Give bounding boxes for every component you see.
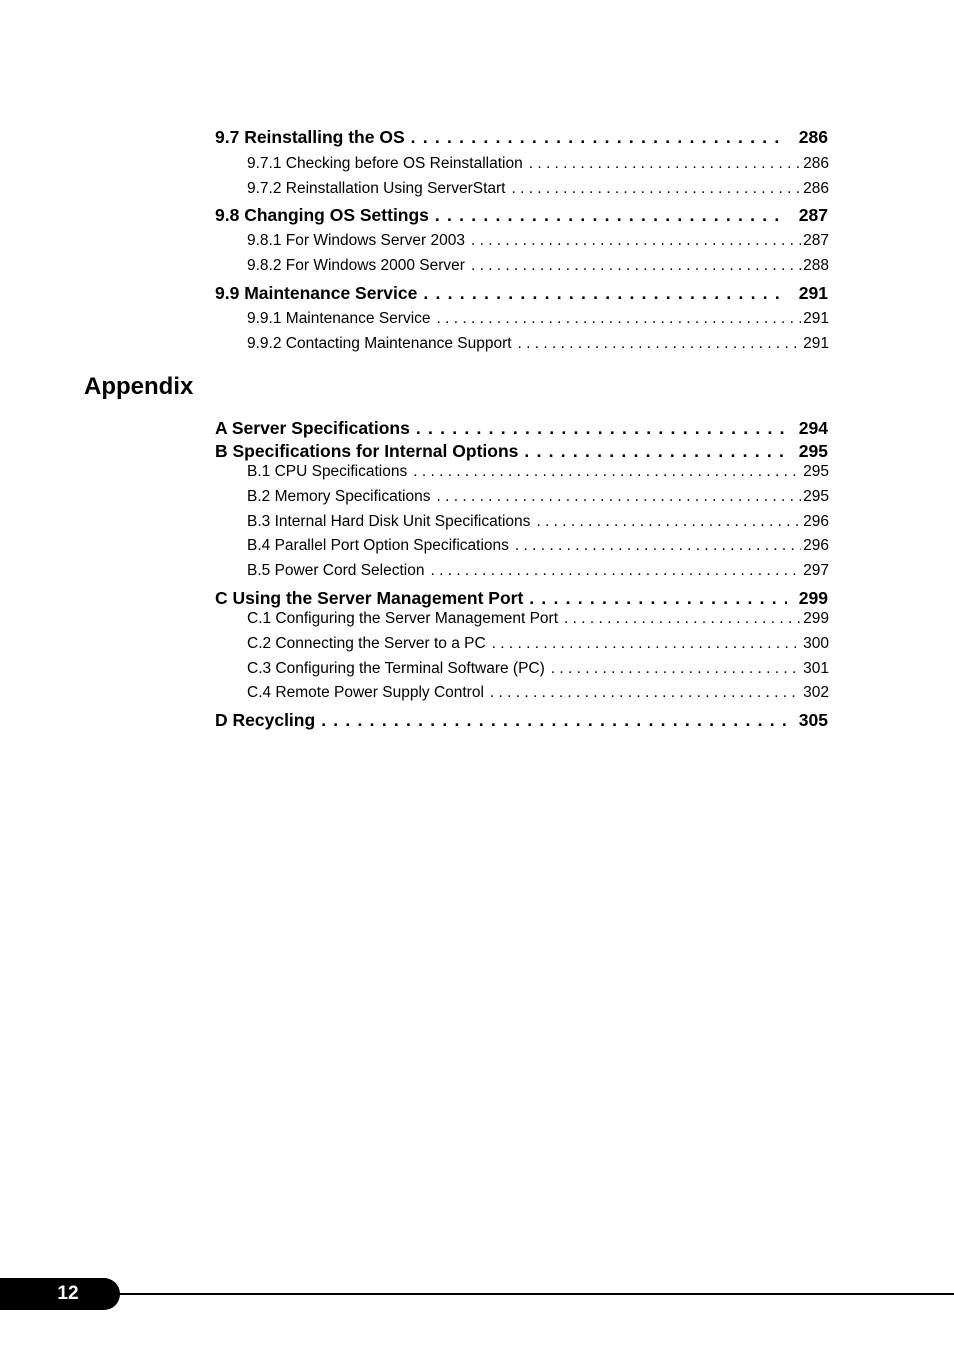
- toc-entry-page: 287: [798, 205, 828, 225]
- dot-leader: [435, 204, 787, 226]
- dot-leader: [413, 462, 801, 482]
- toc-entry-c-1[interactable]: [247, 609, 829, 629]
- toc-entry-c-3[interactable]: [247, 659, 829, 679]
- page-number-tab: [0, 1278, 120, 1310]
- toc-entry-label: B.4 Parallel Port Option Specifications: [247, 537, 509, 554]
- toc-entry-9-7-2[interactable]: [247, 179, 829, 199]
- toc-entry-label: 9.9.2 Contacting Maintenance Support: [247, 335, 512, 352]
- toc-entry-9-9-1[interactable]: [247, 309, 829, 329]
- dot-leader: [430, 561, 801, 581]
- dot-leader: [490, 683, 801, 703]
- toc-entry-page: 305: [798, 710, 828, 730]
- toc-entry-page: 296: [803, 537, 829, 554]
- toc-entry-b-5[interactable]: [247, 561, 829, 581]
- dot-leader: [416, 417, 787, 439]
- toc-entry-label: 9.7 Reinstalling the OS: [215, 127, 405, 147]
- toc-entry-b-2[interactable]: [247, 487, 829, 507]
- toc-entry-b-3[interactable]: [247, 512, 829, 532]
- footer-rule: [110, 1293, 954, 1295]
- toc-entry-label: C.2 Connecting the Server to a PC: [247, 635, 486, 652]
- toc-entry-b[interactable]: [215, 440, 828, 462]
- toc-entry-page: 286: [803, 155, 829, 172]
- toc-entry-page: 300: [803, 635, 829, 652]
- toc-entry-page: 301: [803, 660, 829, 677]
- toc-entry-label: C Using the Server Management Port: [215, 588, 524, 608]
- toc-entry-b-1[interactable]: [247, 462, 829, 482]
- toc-entry-label: 9.9.1 Maintenance Service: [247, 310, 431, 327]
- toc-entry-page: 302: [803, 684, 829, 701]
- toc-entry-9-7[interactable]: [215, 126, 828, 148]
- toc-entry-label: A Server Specifications: [215, 418, 410, 438]
- dot-leader: [471, 256, 801, 276]
- dot-leader: [564, 609, 801, 629]
- page-number: 12: [57, 1283, 79, 1304]
- toc-entry-page: 291: [803, 335, 829, 352]
- toc-entry-page: 296: [803, 513, 829, 530]
- toc-entry-9-9-2[interactable]: [247, 334, 829, 354]
- toc-entry-page: 295: [798, 441, 828, 461]
- dot-leader: [511, 179, 801, 199]
- dot-leader: [529, 154, 801, 174]
- toc-entry-page: 286: [803, 180, 829, 197]
- dot-leader: [524, 440, 786, 462]
- toc-entry-9-8-2[interactable]: [247, 256, 829, 276]
- toc-entry-9-8[interactable]: [215, 204, 828, 226]
- toc-entry-c[interactable]: [215, 587, 828, 609]
- dot-leader: [529, 587, 787, 609]
- toc-entry-page: 299: [803, 610, 829, 627]
- toc-entry-page: 291: [798, 283, 828, 303]
- chapter-heading-appendix: Appendix: [84, 373, 194, 400]
- toc-entry-page: 291: [803, 310, 829, 327]
- dot-leader: [437, 309, 802, 329]
- toc-entry-b-4[interactable]: [247, 536, 829, 556]
- dot-leader: [518, 334, 802, 354]
- dot-leader: [536, 512, 801, 532]
- dot-leader: [321, 709, 787, 731]
- toc-entry-page: 295: [803, 488, 829, 505]
- toc-entry-label: C.4 Remote Power Supply Control: [247, 684, 484, 701]
- dot-leader: [471, 231, 801, 251]
- toc-entry-label: B.3 Internal Hard Disk Unit Specifications: [247, 513, 531, 530]
- dot-leader: [411, 126, 787, 148]
- toc-entry-9-7-1[interactable]: [247, 154, 829, 174]
- toc-entry-page: 295: [803, 463, 829, 480]
- toc-entry-page: 297: [803, 562, 829, 579]
- toc-entry-label: B.5 Power Cord Selection: [247, 562, 425, 579]
- toc-entry-label: 9.8.1 For Windows Server 2003: [247, 232, 465, 249]
- toc-entry-page: 286: [798, 127, 828, 147]
- dot-leader: [423, 282, 786, 304]
- toc-entry-label: C.3 Configuring the Terminal Software (PC): [247, 660, 545, 677]
- toc-entry-label: 9.8 Changing OS Settings: [215, 205, 429, 225]
- toc-entry-page: 299: [798, 588, 828, 608]
- toc-entry-label: 9.9 Maintenance Service: [215, 283, 418, 303]
- toc-entry-label: B Specifications for Internal Options: [215, 441, 519, 461]
- toc-entry-9-8-1[interactable]: [247, 231, 829, 251]
- toc-entry-label: 9.7.2 Reinstallation Using ServerStart: [247, 180, 506, 197]
- toc-entry-label: C.1 Configuring the Server Management Port: [247, 610, 559, 627]
- toc-entry-a[interactable]: [215, 417, 828, 439]
- toc-entry-label: 9.8.2 For Windows 2000 Server: [247, 257, 465, 274]
- toc-entry-page: 287: [803, 232, 829, 249]
- toc-entry-page: 294: [798, 418, 828, 438]
- toc-entry-9-9[interactable]: [215, 282, 828, 304]
- toc-entry-c-4[interactable]: [247, 683, 829, 703]
- dot-leader: [551, 659, 801, 679]
- toc-entry-label: 9.7.1 Checking before OS Reinstallation: [247, 155, 523, 172]
- toc-entry-c-2[interactable]: [247, 634, 829, 654]
- toc-entry-label: D Recycling: [215, 710, 316, 730]
- dot-leader: [492, 634, 801, 654]
- toc-entry-page: 288: [803, 257, 829, 274]
- toc-entry-d[interactable]: [215, 709, 828, 731]
- toc-entry-label: B.1 CPU Specifications: [247, 463, 408, 480]
- toc-entry-label: B.2 Memory Specifications: [247, 488, 431, 505]
- dot-leader: [437, 487, 802, 507]
- dot-leader: [515, 536, 801, 556]
